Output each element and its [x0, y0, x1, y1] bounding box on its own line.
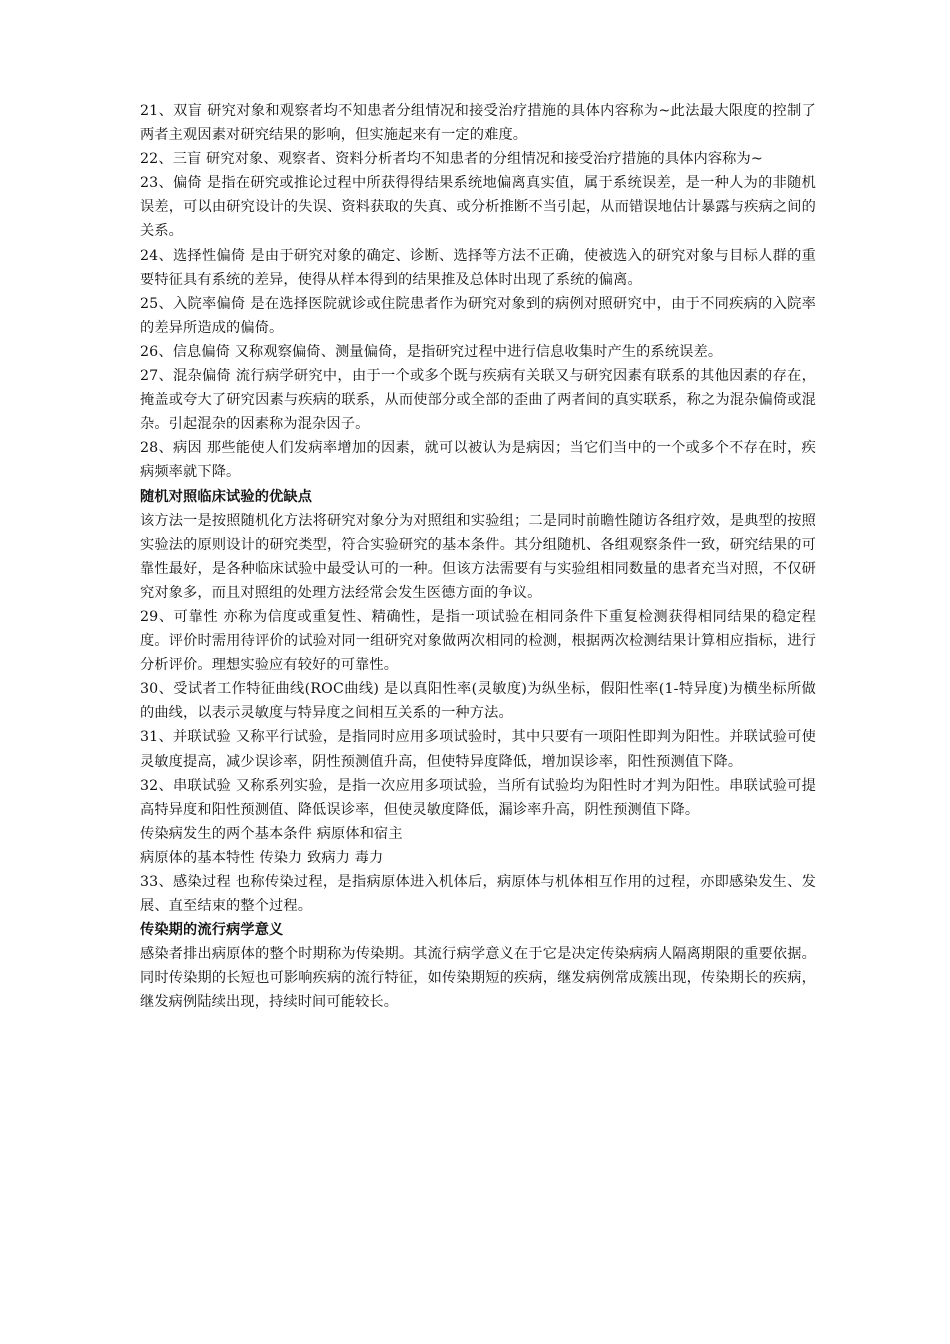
paragraph-30-roc-curve: 30、受试者工作特征曲线(ROC曲线) 是以真阳性率(灵敏度)为纵坐标，假阳性率(1-特异度)为横坐标所做的曲线，以表示灵敏度与特异度之间相互关系的一种方法。 [140, 681, 816, 722]
paragraph-31-parallel-test: 31、并联试验 又称平行试验，是指同时应用多项试验时，其中只要有一项阳性即判为阳性。并联试验可使灵敏度提高，减少误诊率，阴性预测值升高，但使特异度降低，增加误诊率，阳性预测值下降。 [140, 729, 816, 770]
paragraph-rct-description: 该方法一是按照随机化方法将研究对象分为对照组和实验组；二是同时前瞻性随访各组疗效，是典型的按照实验法的原则设计的研究类型，符合实验研究的基本条件。其分组随机、各组观察条件一致，研究结果的可靠性最好，是各种临床试验中最受认可的一种。但该方法需要有与实验组相同数量的患者充当对照，不仅研究对象多，而且对照组的处理方法经常会发生医德方面的争议。 [140, 512, 816, 601]
paragraph-26-information-bias: 26、信息偏倚 又称观察偏倚、测量偏倚，是指研究过程中进行信息收集时产生的系统误差。 [140, 343, 723, 360]
paragraph-22-triple-blind: 22、三盲 研究对象、观察者、资料分析者均不知患者的分组情况和接受治疗措施的具体内容称为~ [140, 151, 763, 168]
paragraph-pathogen-properties: 病原体的基本特性 传染力 致病力 毒力 [140, 849, 384, 866]
paragraph-infection-conditions: 传染病发生的两个基本条件 病原体和宿主 [140, 825, 403, 842]
heading-rct-pros-cons: 随机对照临床试验的优缺点 [140, 488, 313, 505]
paragraph-21-double-blind: 21、双盲 研究对象和观察者均不知患者分组情况和接受治疗措施的具体内容称为~此法最大限度的控制了两者主观因素对研究结果的影响，但实施起来有一定的难度。 [140, 103, 816, 144]
paragraph-32-serial-test: 32、串联试验 又称系列实验，是指一次应用多项试验，当所有试验均为阳性时才判为阳性。串联试验可提高特异度和阳性预测值、降低误诊率，但使灵敏度降低，漏诊率升高，阴性预测值下降。 [140, 777, 816, 818]
heading-infectious-period: 传染期的流行病学意义 [140, 922, 284, 939]
paragraph-25-admission-rate-bias: 25、入院率偏倚 是在选择医院就诊或住院患者作为研究对象到的病例对照研究中，由于不同疾病的入院率的差异所造成的偏倚。 [140, 295, 816, 336]
paragraph-infectious-period-meaning: 感染者排出病原体的整个时期称为传染期。其流行病学意义在于它是决定传染病病人隔离期限的重要依据。同时传染期的长短也可影响疾病的流行特征，如传染期短的疾病，继发病例常成簇出现，传染期长的疾病，继发病例陆续出现，持续时间可能较长。 [140, 946, 816, 1011]
paragraph-23-bias: 23、偏倚 是指在研究或推论过程中所获得得结果系统地偏离真实值，属于系统误差，是一种人为的非随机误差，可以由研究设计的失误、资料获取的失真、或分析推断不当引起，从而错误地估计暴露与疾病之间的关系。 [140, 175, 816, 240]
paragraph-28-cause-of-disease: 28、病因 那些能使人们发病率增加的因素，就可以被认为是病因；当它们当中的一个或多个不存在时，疾病频率就下降。 [140, 440, 816, 481]
document-page [140, 99, 816, 1015]
paragraph-27-confounding-bias: 27、混杂偏倚 流行病学研究中，由于一个或多个既与疾病有关联又与研究因素有联系的其他因素的存在，掩盖或夸大了研究因素与疾病的联系，从而使部分或全部的歪曲了两者间的真实联系，称之为混杂偏倚或混杂。引起混杂的因素称为混杂因子。 [140, 368, 816, 433]
paragraph-24-selection-bias: 24、选择性偏倚 是由于研究对象的确定、诊断、选择等方法不正确，使被选入的研究对象与目标人群的重要特征具有系统的差异，使得从样本得到的结果推及总体时出现了系统的偏离。 [140, 247, 816, 288]
paragraph-29-reliability: 29、可靠性 亦称为信度或重复性、精确性，是指一项试验在相同条件下重复检测获得相同结果的稳定程度。评价时需用待评价的试验对同一组研究对象做两次相同的检测，根据两次检测结果计算相应指标，进行分析评价。理想实验应有较好的可靠性。 [140, 608, 816, 674]
paragraph-33-infection-process: 33、感染过程 也称传染过程，是指病原体进入机体后，病原体与机体相互作用的过程，亦即感染发生、发展、直至结束的整个过程。 [140, 874, 816, 915]
